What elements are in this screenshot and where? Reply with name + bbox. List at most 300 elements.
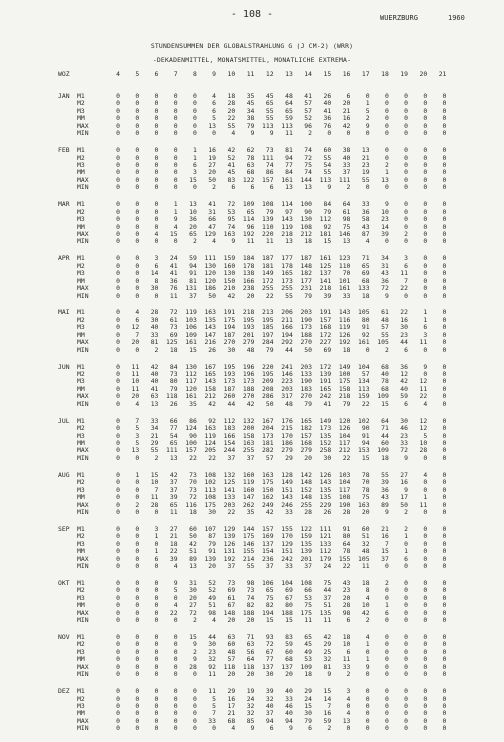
table-cell: 39 <box>169 493 178 502</box>
table-cell: 13 <box>304 183 312 192</box>
table-cell: 42 <box>150 362 159 371</box>
table-cell: 102 <box>358 416 370 425</box>
table-cell: 78 <box>342 547 351 556</box>
table-cell: 10 <box>150 478 159 487</box>
table-cell: 0 <box>442 647 447 656</box>
table-cell: 148 <box>300 478 312 487</box>
table-cell: 195 <box>223 362 236 371</box>
table-cell: 15 <box>381 547 389 556</box>
table-cell: 129 <box>281 539 293 548</box>
table-cell: 119 <box>242 478 255 487</box>
table-cell: 4 <box>135 308 140 317</box>
table-cell: 65 <box>265 99 274 108</box>
table-cell: 2 <box>154 453 159 462</box>
table-cell: 0 <box>173 183 178 192</box>
table-cell: 112 <box>185 369 197 378</box>
table-cell: 146 <box>281 369 293 378</box>
table-cell: 0 <box>135 106 140 115</box>
table-cell: 0 <box>116 616 120 625</box>
table-cell: 17 <box>400 493 408 502</box>
table-cell: 73 <box>189 470 197 479</box>
table-cell: 75 <box>304 601 312 610</box>
table-cell: 0 <box>116 315 120 324</box>
table-cell: 5 <box>173 586 178 595</box>
table-cell: 188 <box>281 608 293 617</box>
table-cell: 119 <box>185 308 197 317</box>
table-cell: 72 <box>265 640 274 649</box>
table-cell: 50 <box>208 175 216 184</box>
table-cell: 68 <box>285 655 293 664</box>
table-cell: 41 <box>227 161 236 169</box>
table-cell: 0 <box>365 709 370 718</box>
table-cell: 9 <box>250 724 255 733</box>
table-cell: 195 <box>262 315 274 324</box>
row-label: M2 <box>77 369 85 378</box>
table-cell: 15 <box>323 237 332 246</box>
table-cell: 173 <box>300 323 312 332</box>
table-cell: 0 <box>116 586 120 595</box>
table-cell: 150 <box>262 485 274 494</box>
table-cell: 48 <box>227 647 236 656</box>
table-cell: 6 <box>231 183 236 192</box>
table-cell: 70 <box>342 269 351 278</box>
row-label: MAX <box>77 608 89 617</box>
table-cell: 166 <box>281 323 293 332</box>
table-cell: 0 <box>173 662 178 671</box>
table-cell: 0 <box>154 709 159 718</box>
table-cell: 75 <box>361 493 370 502</box>
table-cell: 92 <box>361 330 370 339</box>
table-cell: 0 <box>116 655 120 664</box>
table-cell: 26 <box>169 399 178 408</box>
table-cell: 30 <box>400 416 408 425</box>
table-cell: 0 <box>192 106 197 115</box>
table-cell: 119 <box>338 323 351 332</box>
table-cell: 166 <box>223 431 236 440</box>
title-line-2: -DEKADENMITTEL, MONATSMITTEL, MONATLICHE EXTREMA- <box>152 56 352 64</box>
table-cell: 0 <box>154 616 159 625</box>
table-cell: 139 <box>262 215 274 224</box>
table-cell: 42 <box>227 146 236 155</box>
table-cell: 23 <box>400 330 408 339</box>
table-cell: 188 <box>300 330 312 339</box>
table-cell: 0 <box>116 670 120 679</box>
table-cell: 38 <box>342 146 351 155</box>
table-cell: 23 <box>361 161 370 169</box>
month-label: NOV <box>58 633 70 641</box>
table-cell: 139 <box>319 369 332 378</box>
table-cell: 135 <box>319 431 332 440</box>
table-cell: 0 <box>327 129 332 138</box>
table-cell: 7 <box>404 276 408 285</box>
row-label: M2 <box>77 424 85 433</box>
table-cell: 0 <box>135 230 140 238</box>
table-cell: 51 <box>323 601 332 610</box>
table-cell: 40 <box>150 323 159 332</box>
table-cell: 161 <box>338 284 351 293</box>
table-cell: 49 <box>208 593 216 602</box>
table-cell: 137 <box>262 539 274 548</box>
table-cell: 79 <box>246 121 255 130</box>
table-cell: 20 <box>227 616 236 625</box>
table-cell: 72 <box>189 493 197 502</box>
table-cell: 0 <box>116 446 120 455</box>
table-cell: 163 <box>242 438 255 447</box>
table-cell: 6 <box>346 647 351 656</box>
table-cell: 0 <box>135 601 140 610</box>
table-cell: 0 <box>404 593 408 602</box>
table-cell: 0 <box>404 200 408 209</box>
table-cell: 0 <box>384 237 389 246</box>
table-cell: 6 <box>154 261 159 270</box>
table-cell: 37 <box>189 291 197 300</box>
table-cell: 0 <box>173 129 178 138</box>
table-cell: 86 <box>189 416 197 425</box>
table-cell: 139 <box>223 532 236 541</box>
table-cell: 0 <box>442 284 447 293</box>
table-cell: 9 <box>173 578 178 587</box>
table-cell: 286 <box>262 392 274 401</box>
table-cell: 113 <box>281 121 293 130</box>
table-cell: 60 <box>189 524 197 533</box>
table-cell: 43 <box>361 222 370 231</box>
table-cell: 165 <box>300 416 312 425</box>
table-cell: 0 <box>423 129 428 138</box>
table-cell: 0 <box>154 237 159 246</box>
table-cell: 0 <box>442 694 447 703</box>
table-cell: 4 <box>231 129 236 138</box>
table-cell: 105 <box>358 308 370 317</box>
row-label: M2 <box>77 694 85 703</box>
table-cell: 0 <box>442 446 447 455</box>
table-cell: 0 <box>116 269 120 278</box>
table-cell: 0 <box>116 161 120 169</box>
table-cell: 125 <box>223 478 236 487</box>
table-cell: 53 <box>304 655 312 664</box>
table-cell: 84 <box>285 168 293 177</box>
table-cell: 0 <box>116 593 120 602</box>
table-cell: 0 <box>423 655 428 664</box>
table-cell: 24 <box>246 694 255 703</box>
table-cell: 173 <box>223 377 236 386</box>
table-cell: 0 <box>423 633 428 641</box>
table-cell: 0 <box>442 153 447 162</box>
table-cell: 6 <box>404 261 408 270</box>
table-cell: 0 <box>384 183 389 192</box>
table-cell: 0 <box>135 716 140 725</box>
table-cell: 79 <box>265 345 274 354</box>
table-cell: 94 <box>285 153 293 162</box>
table-cell: 284 <box>262 338 274 347</box>
table-cell: 22 <box>169 547 178 556</box>
table-cell: 0 <box>173 106 178 115</box>
table-cell: 0 <box>423 716 428 725</box>
table-cell: 0 <box>116 640 120 649</box>
table-cell: 116 <box>338 315 351 324</box>
table-cell: 72 <box>400 446 408 455</box>
table-cell: 55 <box>381 470 389 479</box>
table-cell: 183 <box>300 384 312 393</box>
table-cell: 5 <box>212 702 216 710</box>
table-cell: 63 <box>227 633 236 641</box>
table-cell: 218 <box>319 284 332 293</box>
table-cell: 205 <box>204 446 216 455</box>
table-cell: 0 <box>116 716 120 725</box>
table-cell: 0 <box>423 175 428 184</box>
table-cell: 0 <box>116 345 120 354</box>
table-cell: 11 <box>419 338 428 347</box>
table-cell: 0 <box>404 222 408 231</box>
table-cell: 0 <box>442 478 447 487</box>
table-cell: 0 <box>135 616 140 625</box>
table-cell: 0 <box>442 532 447 541</box>
table-cell: 75 <box>304 161 312 169</box>
table-cell: 63 <box>246 161 255 169</box>
table-cell: 0 <box>135 687 140 696</box>
table-cell: 68 <box>381 362 389 371</box>
table-cell: 149 <box>319 416 332 425</box>
table-cell: 61 <box>342 207 351 216</box>
row-label: MM <box>77 330 85 339</box>
table-cell: 163 <box>223 230 236 238</box>
table-cell: 43 <box>381 493 389 502</box>
table-cell: 34 <box>381 254 389 263</box>
table-cell: 33 <box>342 662 351 671</box>
table-cell: 7 <box>154 485 159 494</box>
table-cell: 63 <box>246 640 255 649</box>
table-cell: 60 <box>361 524 370 533</box>
table-cell: 27 <box>189 601 197 610</box>
table-cell: 37 <box>265 562 274 571</box>
row-label: MM <box>77 709 85 718</box>
table-cell: 18 <box>381 453 389 462</box>
table-cell: 317 <box>281 392 293 401</box>
table-cell: 0 <box>135 146 140 155</box>
table-cell: 0 <box>173 237 178 246</box>
table-cell: 11 <box>150 493 159 502</box>
table-cell: 9 <box>365 662 370 671</box>
month-label: JAN <box>58 92 70 100</box>
table-cell: 4 <box>231 724 236 733</box>
table-cell: 29 <box>285 453 293 462</box>
table-cell: 0 <box>442 254 447 263</box>
table-cell: 29 <box>150 438 159 447</box>
table-cell: 0 <box>192 183 197 192</box>
table-cell: 0 <box>116 291 120 300</box>
table-cell: 41 <box>169 269 178 278</box>
table-cell: 0 <box>154 633 159 641</box>
row-label: MM <box>77 114 85 123</box>
table-cell: 98 <box>246 578 255 587</box>
table-cell: 90 <box>304 207 312 216</box>
table-cell: 0 <box>116 547 120 556</box>
table-cell: 44 <box>323 586 332 595</box>
table-cell: 196 <box>242 369 255 378</box>
table-cell: 17 <box>227 702 236 710</box>
table-cell: 18 <box>169 539 178 548</box>
table-cell: 0 <box>442 539 447 548</box>
table-cell: 126 <box>319 470 332 479</box>
table-cell: 33 <box>150 330 159 339</box>
row-label: MAX <box>77 716 89 725</box>
table-cell: 175 <box>262 478 274 487</box>
table-cell: 0 <box>442 608 447 617</box>
table-cell: 6 <box>154 554 159 563</box>
table-cell: 0 <box>135 539 140 548</box>
table-cell: 62 <box>246 146 255 155</box>
table-cell: 130 <box>300 215 312 224</box>
table-cell: 175 <box>338 377 351 386</box>
table-cell: 112 <box>319 547 332 556</box>
table-cell: 37 <box>342 168 351 177</box>
table-cell: 98 <box>342 215 351 224</box>
table-cell: 30 <box>304 709 312 718</box>
row-label: M1 <box>77 687 85 696</box>
table-cell: 168 <box>300 438 312 447</box>
table-cell: 0 <box>365 687 370 696</box>
table-cell: 213 <box>262 308 274 317</box>
table-cell: 0 <box>423 106 428 115</box>
table-cell: 5 <box>212 694 216 703</box>
table-cell: 0 <box>384 129 389 138</box>
table-cell: 0 <box>423 92 428 100</box>
table-cell: 0 <box>116 438 120 447</box>
table-cell: 0 <box>423 524 428 533</box>
table-cell: 0 <box>135 276 140 285</box>
table-cell: 147 <box>242 493 255 502</box>
table-cell: 0 <box>404 291 408 300</box>
table-cell: 50 <box>189 532 197 541</box>
table-cell: 104 <box>338 431 351 440</box>
table-cell: 22 <box>227 114 236 123</box>
row-label: M2 <box>77 586 85 595</box>
table-cell: 125 <box>166 338 178 347</box>
table-cell: 0 <box>116 384 120 393</box>
table-cell: 0 <box>116 687 120 696</box>
table-cell: 96 <box>304 121 312 130</box>
table-cell: 175 <box>242 532 255 541</box>
table-cell: 0 <box>404 153 408 162</box>
table-cell: 16 <box>342 114 351 123</box>
table-cell: 71 <box>381 424 389 433</box>
table-cell: 0 <box>116 215 120 224</box>
table-cell: 32 <box>361 539 370 548</box>
table-cell: 0 <box>442 662 447 671</box>
table-cell: 0 <box>442 500 447 509</box>
table-cell: 79 <box>304 291 312 300</box>
table-cell: 135 <box>319 493 332 502</box>
table-cell: 0 <box>404 161 408 169</box>
table-cell: 18 <box>361 578 370 587</box>
table-cell: 260 <box>223 392 236 401</box>
table-cell: 0 <box>423 161 428 169</box>
table-cell: 0 <box>116 424 120 433</box>
table-cell: 21 <box>150 431 159 440</box>
title-line-1: STUNDENSUMMEN DER GLOBALSTRAHLUNG G (J CM-2) (WRR) <box>150 42 354 50</box>
table-cell: 18 <box>304 670 312 679</box>
table-cell: 60 <box>381 438 389 447</box>
table-cell: 6 <box>269 724 274 733</box>
table-cell: 0 <box>135 261 140 270</box>
table-cell: 0 <box>116 175 120 184</box>
table-cell: 0 <box>173 121 178 130</box>
table-cell: 0 <box>404 146 408 155</box>
table-cell: 77 <box>265 655 274 664</box>
table-cell: 11 <box>419 384 428 393</box>
table-cell: 79 <box>304 716 312 725</box>
table-cell: 78 <box>246 153 255 162</box>
table-cell: 11 <box>265 237 274 246</box>
table-cell: 39 <box>265 687 274 696</box>
table-cell: 0 <box>154 207 159 216</box>
table-cell: 26 <box>323 507 332 516</box>
table-cell: 121 <box>319 532 332 541</box>
table-cell: 106 <box>185 323 197 332</box>
table-cell: 0 <box>154 175 159 184</box>
table-cell: 12 <box>400 369 408 378</box>
table-cell: 181 <box>262 261 274 270</box>
table-cell: 111 <box>166 446 178 455</box>
table-cell: 0 <box>442 330 447 339</box>
table-cell: 41 <box>304 92 312 100</box>
table-cell: 249 <box>262 500 274 509</box>
column-header-hour: 7 <box>173 70 178 78</box>
table-cell: 30 <box>400 323 408 332</box>
table-cell: 0 <box>404 601 408 610</box>
table-cell: 0 <box>135 237 140 246</box>
table-cell: 40 <box>342 153 351 162</box>
table-cell: 0 <box>423 453 428 462</box>
table-cell: 64 <box>246 655 255 664</box>
table-cell: 101 <box>338 276 351 285</box>
table-cell: 161 <box>319 254 332 263</box>
table-cell: 37 <box>304 562 312 571</box>
table-cell: 8 <box>154 276 159 285</box>
table-cell: 0 <box>116 362 120 371</box>
table-cell: 20 <box>246 670 255 679</box>
table-cell: 26 <box>208 345 216 354</box>
table-cell: 0 <box>404 237 408 246</box>
table-cell: 66 <box>169 416 178 425</box>
table-cell: 73 <box>227 578 236 587</box>
table-cell: 81 <box>189 276 197 285</box>
table-cell: 43 <box>381 269 389 278</box>
table-cell: 133 <box>300 369 312 378</box>
table-cell: 33 <box>342 161 351 169</box>
table-cell: 54 <box>169 431 178 440</box>
table-cell: 4 <box>173 601 178 610</box>
table-cell: 40 <box>285 687 293 696</box>
row-label: MIN <box>77 129 89 138</box>
table-cell: 6 <box>212 106 216 115</box>
table-cell: 129 <box>204 230 216 238</box>
table-cell: 201 <box>242 330 255 339</box>
table-cell: 163 <box>204 308 216 317</box>
table-cell: 0 <box>192 694 197 703</box>
table-cell: 0 <box>116 99 120 108</box>
table-cell: 45 <box>227 168 236 177</box>
table-cell: 0 <box>135 694 140 703</box>
table-cell: 0 <box>135 222 140 231</box>
table-cell: 0 <box>116 662 120 671</box>
table-cell: 155 <box>281 524 293 533</box>
table-cell: 0 <box>116 524 120 533</box>
table-cell: 48 <box>285 399 293 408</box>
table-cell: 0 <box>404 702 408 710</box>
table-cell: 26 <box>323 92 332 100</box>
table-cell: 59 <box>323 716 332 725</box>
table-cell: 0 <box>442 215 447 224</box>
